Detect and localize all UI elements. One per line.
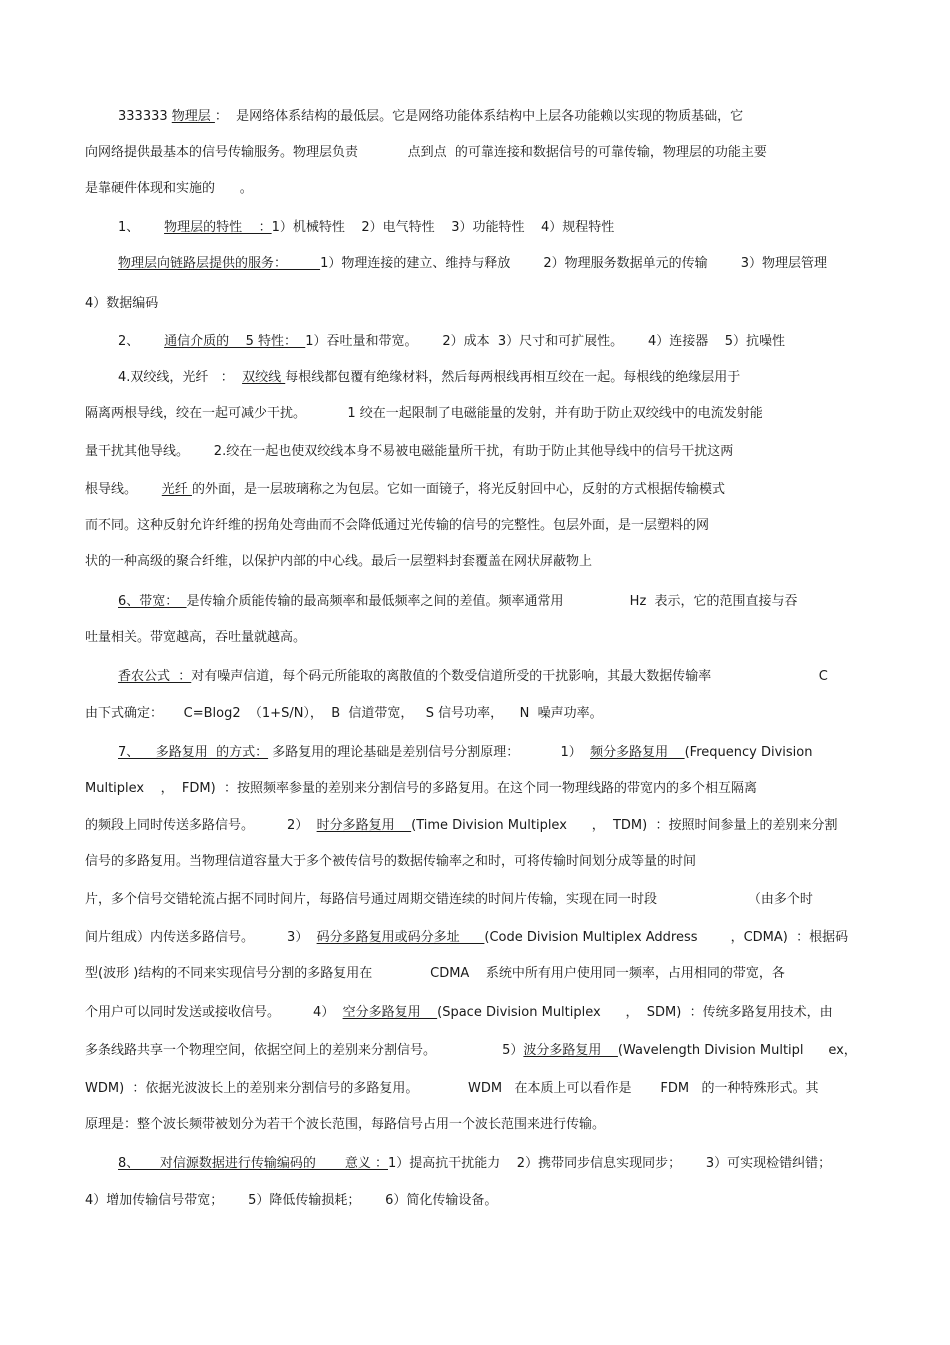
text-run: (Code Division Multiplex Address ，CDMA) ：根据码 <box>484 930 849 945</box>
text-run: 隔离两根导线，绞在一起可减少干扰。 1 绞在一起限制了电磁能量的发射，并有助于防止双绞线中的电流发射能 <box>85 406 763 421</box>
text-run: 向网络提供最基本的信号传输服务。物理层负责 点到点 的可靠连接和数据信号的可靠传输，物理层的功能主要 <box>85 145 767 160</box>
text-line <box>85 1081 819 1097</box>
underlined-term: 时分多路复用 <box>316 818 412 833</box>
text-run: 1）机械特性 2）电气特性 3）功能特性 4）规程特性 <box>271 220 615 235</box>
text-run: 多条线路共享一个物理空间，依据空间上的差别来分割信号。 5） <box>85 1043 524 1058</box>
text-run: (Frequency Division <box>684 745 813 760</box>
text-run: 片，多个信号交错轮流占据不同时间片，每路信号通过周期交错连续的时间片传输，实现在同一时段 （由多个时 <box>85 892 813 907</box>
text-line <box>85 854 696 870</box>
underlined-term: 香农公式 ： <box>118 669 192 684</box>
text-run: 型(波形 )结构的不同来实现信号分割的多路复用在 CDMA 系统中所有用户使用同一频率，占用相同的带宽，各 <box>85 966 785 981</box>
text-line <box>118 669 828 685</box>
underlined-term: 物理层向链路层提供的服务： <box>118 256 321 271</box>
underlined-term: 频分多路复用 <box>590 745 685 760</box>
text-run: 4）增加传输信号带宽； 5）降低传输损耗； 6）简化传输设备。 <box>85 1193 498 1208</box>
underlined-term: 物理层 <box>171 109 215 124</box>
text-line <box>118 220 614 236</box>
text-run: 4）数据编码 <box>85 296 159 311</box>
text-run: 由下式确定： C=Blog2 （1+S/N）， B 信道带宽， S 信号功率， N 噪声功率。 <box>85 706 603 721</box>
text-run: 原理是：整个波长频带被划分为若干个波长范围，每路信号占用一个波长范围来进行传输。 <box>85 1117 606 1132</box>
underlined-term: 8、 对信源数据进行传输编码的 意义 ： <box>118 1156 388 1171</box>
text-line <box>85 966 785 982</box>
text-line <box>118 256 827 272</box>
underlined-term: 光纤 <box>161 482 192 497</box>
text-line <box>85 818 837 834</box>
text-line <box>85 630 306 646</box>
text-run: (Time Division Multiplex ， TDM) ：按照时间参量上的差别来分割 <box>411 818 838 833</box>
text-run: 的频段上同时传送多路信号。 2） <box>85 818 317 833</box>
text-line <box>85 406 763 422</box>
underlined-term: 码分多路复用或码分多址 <box>316 930 485 945</box>
text-line <box>85 554 592 570</box>
text-run: 1）吞吐量和带宽。 2）成本 3）尺寸和可扩展性。 4）连接器 5）抗噪性 <box>305 334 786 349</box>
text-line <box>85 1005 833 1021</box>
text-run: 1、 <box>118 220 165 235</box>
text-run: 是传输介质能传输的最高频率和最低频率之间的差值。频率通常用 Hz 表示，它的范围直接与吞 <box>186 594 798 609</box>
text-line <box>85 706 603 722</box>
underlined-term: 7、 多路复用 的方式： <box>118 745 269 760</box>
text-run: 是靠硬件体现和实施的 。 <box>85 181 253 196</box>
underlined-term: 空分多路复用 <box>342 1005 438 1020</box>
text-run: 1）物理连接的建立、维持与释放 2）物理服务数据单元的传输 3）物理层管理 <box>320 256 827 271</box>
text-run: 状的一种高级的聚合纤维，以保护内部的中心线。最后一层塑料封套覆盖在网状屏蔽物上 <box>85 554 593 569</box>
underlined-term: 6、带宽： <box>118 594 187 609</box>
text-line <box>85 482 725 498</box>
text-line <box>85 1193 497 1209</box>
text-run: 每根线都包覆有绝缘材料，然后每两根线再相互绞在一起。每根线的绝缘层用于 <box>285 370 741 385</box>
text-line <box>85 892 813 908</box>
text-run: 1）提高抗干扰能力 2）携带同步信息实现同步； 3）可实现检错纠错； <box>388 1156 832 1171</box>
text-line <box>85 145 767 161</box>
text-line <box>118 1156 831 1172</box>
text-line <box>118 109 743 125</box>
text-line <box>85 296 158 312</box>
text-line <box>118 334 785 350</box>
text-run: 4.双绞线，光纤 ： <box>118 370 243 385</box>
text-line <box>85 930 848 946</box>
text-run: 对有噪声信道，每个码元所能取的离散值的个数受信道所受的干扰影响，其最大数据传输率 C <box>191 669 828 684</box>
text-line <box>85 181 253 197</box>
text-run: 的外面，是一层玻璃称之为包层。它如一面镜子，将光反射回中心，反射的方式根据传输模式 <box>191 482 725 497</box>
text-run: ： 是网络体系结构的最低层。它是网络功能体系结构中上层各功能赖以实现的物质基础，它 <box>214 109 744 124</box>
text-line <box>85 1117 605 1133</box>
text-run: 信号的多路复用。当物理信道容量大于多个被传信号的数据传输率之和时，可将传输时间划分成等量的时间 <box>85 854 697 869</box>
text-line <box>85 518 709 534</box>
text-line <box>85 1043 857 1059</box>
text-run: (Wavelength Division Multipl ex， <box>617 1043 857 1058</box>
text-run: Multiplex ， FDM) ：按照频率参量的差别来分割信号的多路复用。在这个同一物理线路的带宽内的多个相互隔离 <box>85 781 757 796</box>
text-line <box>118 745 812 761</box>
text-run: 间片组成）内传送多路信号。 3） <box>85 930 317 945</box>
text-run: WDM) ：依据光波波长上的差别来分割信号的多路复用。 WDM 在本质上可以看作是 FDM 的一种特殊形式。其 <box>85 1081 819 1096</box>
text-run: 333333 <box>118 109 172 124</box>
text-run: 多路复用的理论基础是差别信号分割原理： 1） <box>268 745 591 760</box>
underlined-term: 物理层的特性 ： <box>164 220 272 235</box>
text-run: 吐量相关。带宽越高，吞吐量就越高。 <box>85 630 307 645</box>
text-run: 量干扰其他导线。 2.绞在一起也使双绞线本身不易被电磁能量所干扰，有助于防止其他导线中的信号干扰这两 <box>85 444 734 459</box>
text-line <box>118 594 798 610</box>
text-run: 2、 <box>118 334 165 349</box>
text-line <box>85 781 757 797</box>
underlined-term: 通信介质的 5 特性： <box>164 334 306 349</box>
text-run: 而不同。这种反射允许纤维的拐角处弯曲而不会降低通过光传输的信号的完整性。包层外面，是一层塑料的网 <box>85 518 710 533</box>
text-run: (Space Division Multiplex ， SDM) ：传统多路复用技术，由 <box>437 1005 833 1020</box>
text-run: 个用户可以同时发送或接收信号。 4） <box>85 1005 343 1020</box>
underlined-term: 双绞线 <box>242 370 286 385</box>
underlined-term: 波分多路复用 <box>523 1043 618 1058</box>
text-line <box>85 444 733 460</box>
text-line <box>118 370 740 386</box>
text-run: 根导线。 <box>85 482 162 497</box>
